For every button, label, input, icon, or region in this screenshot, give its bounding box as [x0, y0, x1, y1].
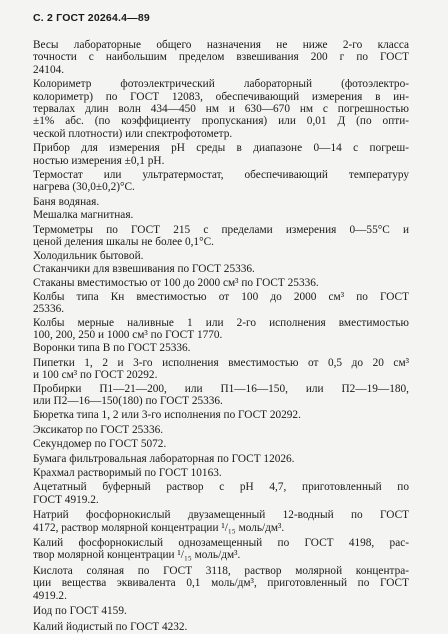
text-line: Эксикатор по ГОСТ 25336.	[33, 423, 164, 436]
text-line: Прибор для измерения pH среды в диапазоне 0—14 с погреш-	[33, 142, 409, 155]
page-header: С. 2 ГОСТ 20264.4—89	[33, 12, 150, 24]
paragraph	[33, 509, 409, 534]
text-line: 4172, раствор молярной концентрации ¹/₁₅ моль/дм³.	[33, 521, 285, 534]
text-line: 25336.	[33, 303, 65, 316]
text-line: 24104.	[33, 63, 65, 76]
text-line: ностью измерения ±0,1 pH.	[33, 154, 165, 167]
paragraph	[33, 142, 409, 167]
text-line: ГОСТ 4919.2.	[33, 493, 99, 506]
paragraph	[33, 383, 409, 408]
text-line: 100, 200, 250 и 1000 см³ по ГОСТ 1770.	[33, 328, 223, 341]
text-line: или П2—16—150(180) по ГОСТ 25336.	[33, 394, 223, 407]
text-line: Ацетатный буферный раствор с pH 4,7, приготовленный по	[33, 481, 409, 494]
text-line: Стаканчики для взвешивания по ГОСТ 25336.	[33, 262, 255, 275]
text-line: Калий йодистый по ГОСТ 4232.	[33, 621, 188, 634]
text-line: Бумага фильтровальная лабораторная по ГОСТ 12026.	[33, 452, 295, 465]
paragraph	[33, 565, 409, 602]
text-line: 4919.2.	[33, 589, 67, 602]
text-line: Термометры по ГОСТ 215 с пределами измерения 0—55°С и	[33, 223, 409, 236]
paragraph	[33, 467, 409, 479]
paragraph	[33, 621, 409, 633]
text-line: Колбы типа Кн вместимостью от 100 до 2000 см³ по ГОСТ	[33, 290, 409, 303]
text-line: Холодильник бытовой.	[33, 249, 144, 262]
paragraph	[33, 424, 409, 436]
text-line: твор молярной концентрации ¹/₁₅ моль/дм³.	[33, 549, 241, 562]
text-line: Крахмал растворимый по ГОСТ 10163.	[33, 467, 222, 479]
text-line: Баня водяная.	[33, 195, 100, 208]
text-line: Секундомер по ГОСТ 5072.	[33, 438, 167, 451]
text-line: ценой деления шкалы не более 0,1°С.	[33, 236, 214, 249]
text-line: колориметр) по ГОСТ 12083, обеспечивающий измерения в ин-	[33, 90, 409, 103]
text-line: Кислота соляная по ГОСТ 3118, раствор молярной концентра-	[33, 564, 409, 577]
paragraph	[33, 209, 409, 221]
text-line: Воронки типа В по ГОСТ 25336.	[33, 342, 191, 355]
text-line: и 100 см³ по ГОСТ 20292.	[33, 369, 158, 382]
text-line: Бюретка типа 1, 2 или 3-го исполнения по ГОСТ 20292.	[33, 409, 301, 422]
text-line: тервалах длин волн 434—450 нм и 630—670 нм с погрешностью	[33, 103, 409, 116]
paragraph	[33, 169, 409, 194]
paragraph	[33, 453, 409, 465]
text-line: Термостат или ультратермостат, обеспечивающий температуру	[33, 169, 409, 182]
text-line: Мешалка магнитная.	[33, 209, 134, 222]
paragraph	[33, 537, 409, 562]
paragraph	[33, 224, 409, 249]
paragraph	[33, 317, 409, 342]
paragraph	[33, 263, 409, 275]
paragraph	[33, 291, 409, 316]
text-line: Колбы мерные наливные 1 или 2-го исполнения вместимостью	[33, 316, 409, 329]
paragraph	[33, 481, 409, 506]
paragraph	[33, 357, 409, 382]
paragraph	[33, 409, 409, 421]
paragraph	[33, 438, 409, 450]
paragraph	[33, 78, 409, 140]
text-line: точности с наибольшим пределом взвешивания 200 г по ГОСТ	[33, 51, 409, 64]
text-line: нагрева (30,0±0,2)°С.	[33, 181, 135, 194]
text-line: Натрий фосфорнокислый двузамещенный 12-водный по ГОСТ	[33, 509, 409, 522]
text-line: ±1% абс. (по коэффициенту пропускания) или 0,01 Д (по опти-	[33, 115, 409, 128]
paragraph	[33, 342, 409, 354]
document-body	[33, 39, 409, 634]
paragraph	[33, 39, 409, 76]
text-line: Калий фосфорнокислый однозамещенный по ГОСТ 4198, рас-	[33, 537, 409, 550]
paragraph	[33, 605, 409, 617]
text-line: Стаканы вместимостью от 100 до 2000 см³ по ГОСТ 25336.	[33, 277, 319, 290]
paragraph	[33, 250, 409, 262]
text-line: Иод по ГОСТ 4159.	[33, 605, 127, 618]
text-line: Колориметр фотоэлектрический лабораторный (фотоэлектро-	[33, 78, 409, 91]
text-line: Пипетки 1, 2 и 3-го исполнения вместимостью от 0,5 до 20 см³	[33, 356, 409, 369]
text-line: ции вещества эквивалента 0,1 моль/дм³, приготовленный по ГОСТ	[33, 577, 409, 590]
paragraph	[33, 277, 409, 289]
text-line: ческой плотности) или спектрофотометр.	[33, 127, 233, 140]
paragraph	[33, 196, 409, 208]
text-line: Весы лабораторные общего назначения не ниже 2-го класса	[33, 39, 409, 51]
text-line: Пробирки П1—21—200, или П1—16—150, или П2—19—180,	[33, 382, 409, 395]
